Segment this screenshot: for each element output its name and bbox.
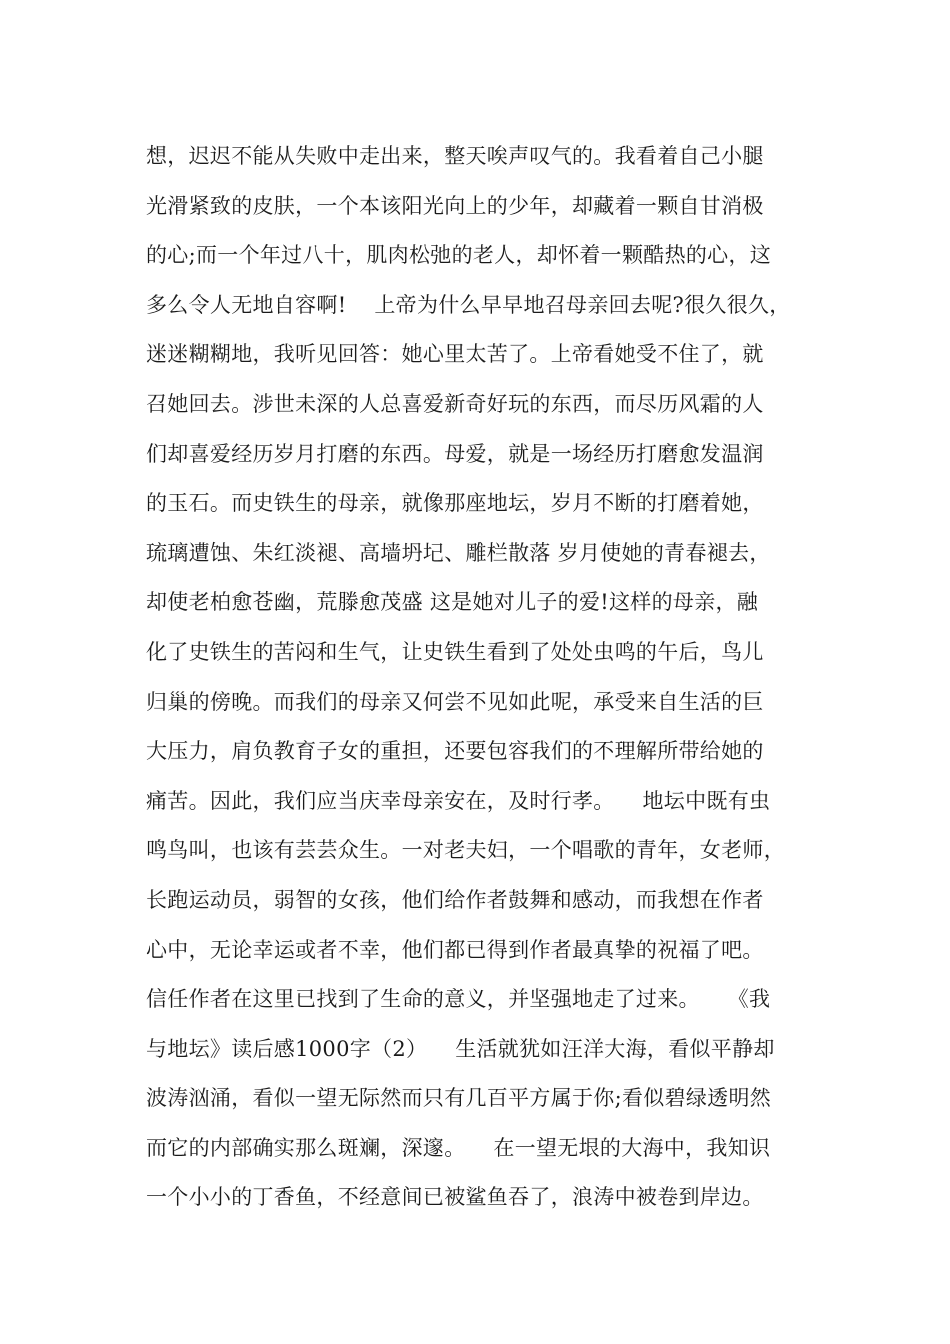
text-line-15: 鸣鸟叫，也该有芸芸众生。一对老夫妇，一个唱歌的青年，女老师，: [146, 838, 785, 863]
text-line-1: 想，迟迟不能从失败中走出来，整天唉声叹气的。我看着自己小腿: [146, 144, 764, 168]
text-line-9: 琉璃遭蚀、朱红淡褪、高墙坍圮、雕栏散落 岁月使她的青春褪去，: [146, 540, 771, 565]
body-text: [146, 132, 846, 1223]
text-line-17: 心中，无论幸运或者不幸，他们都已得到作者最真挚的祝福了吧。: [146, 937, 764, 962]
text-line-11: 化了史铁生的苦闷和生气，让史铁生看到了处处虫鸣的午后，鸟儿: [146, 639, 764, 664]
text-line-18: 信任作者在这里已找到了生命的意义，并坚强地走了过来。 《我: [146, 987, 771, 1012]
text-line-7: 们却喜爱经历岁月打磨的东西。母爱，就是一场经历打磨愈发温润: [146, 441, 764, 466]
text-line-22: 一个小小的丁香鱼，不经意间已被鲨鱼吞了，浪涛中被卷到岸边。: [146, 1185, 764, 1210]
text-line-2: 光滑紧致的皮肤，一个本该阳光向上的少年，却藏着一颗自甘消极: [146, 193, 764, 218]
text-line-8: 的玉石。而史铁生的母亲，就像那座地坛，岁月不断的打磨着她，: [146, 491, 764, 516]
text-line-21: 而它的内部确实那么斑斓，深邃。 在一望无垠的大海中，我知识: [146, 1135, 771, 1160]
text-line-20: 波涛汹涌，看似一望无际然而只有几百平方属于你;看似碧绿透明然: [146, 1086, 772, 1111]
text-line-13: 大压力，肩负教育子女的重担，还要包容我们的不理解所带给她的: [146, 739, 764, 764]
text-line-12: 归巢的傍晚。而我们的母亲又何尝不见如此呢，承受来自生活的巨: [146, 689, 764, 714]
text-line-16: 长跑运动员，弱智的女孩，他们给作者鼓舞和感动，而我想在作者: [146, 887, 764, 912]
text-line-10: 却使老柏愈苍幽，荒滕愈茂盛 这是她对儿子的爱!这样的母亲，融: [146, 590, 759, 615]
text-line-5: 迷迷糊糊地，我听见回答：她心里太苦了。上帝看她受不住了，就: [146, 342, 764, 367]
text-line-4: 多么令人无地自容啊! 上帝为什么早早地召母亲回去呢?很久很久，: [146, 292, 791, 317]
text-line-19: 与地坛》读后感1000字（2） 生活就犹如汪洋大海，看似平静却: [146, 1036, 775, 1061]
text-line-14: 痛苦。因此，我们应当庆幸母亲安在，及时行孝。 地坛中既有虫: [146, 788, 771, 813]
text-line-6: 召她回去。涉世未深的人总喜爱新奇好玩的东西，而尽历风霜的人: [146, 391, 764, 416]
text-line-3: 的心;而一个年过八十，肌肉松弛的老人，却怀着一颗酷热的心，这: [146, 243, 772, 268]
